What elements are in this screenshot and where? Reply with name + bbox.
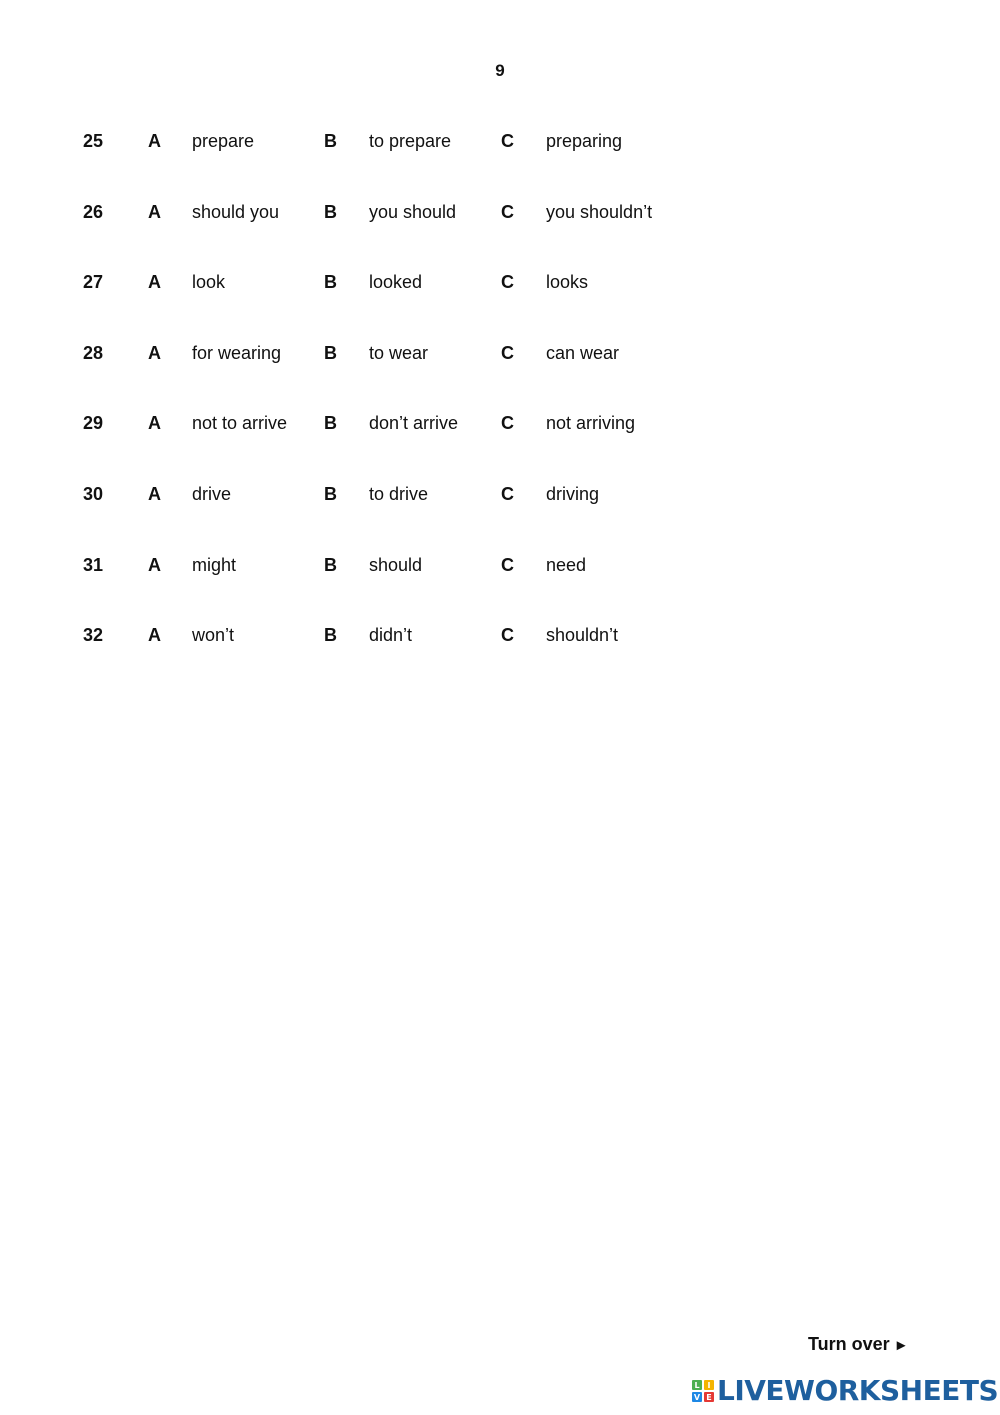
option-c-text[interactable]: looks: [546, 272, 589, 293]
option-c-text[interactable]: driving: [546, 483, 600, 504]
question-row: [0, 623, 1000, 694]
option-b-text[interactable]: to prepare: [369, 131, 452, 151]
question-row: [0, 482, 1000, 553]
option-a-text[interactable]: not to arrive: [192, 413, 288, 434]
option-a-letter: A: [148, 272, 161, 293]
option-a-text[interactable]: look: [192, 272, 226, 293]
brand-logo-icon: [692, 1380, 714, 1402]
liveworksheets-logo: [692, 1374, 998, 1408]
option-a-letter: A: [148, 483, 161, 504]
option-c-text[interactable]: not arriving: [546, 413, 636, 434]
question-number: 29: [83, 413, 104, 434]
option-b-letter: B: [324, 554, 337, 575]
option-b-text[interactable]: should: [369, 554, 423, 575]
logo-tile-l: L: [692, 1380, 702, 1390]
option-b-letter: B: [324, 342, 337, 363]
option-b-text[interactable]: to drive: [369, 483, 429, 504]
question-list: [0, 129, 1000, 694]
option-a-letter: A: [148, 131, 161, 151]
question-number: 28: [83, 342, 104, 363]
option-b-letter: B: [324, 483, 337, 504]
brand-name: LIVEWORKSHEETS: [717, 1374, 999, 1407]
option-b-text[interactable]: you should: [369, 201, 457, 222]
option-b-letter: B: [324, 131, 337, 151]
question-row: [0, 411, 1000, 482]
question-number: 32: [83, 625, 104, 646]
turn-over-text: Turn over: [808, 1334, 890, 1354]
option-c-letter: C: [501, 554, 514, 575]
option-c-letter: C: [501, 413, 514, 434]
question-row: [0, 200, 1000, 271]
option-a-letter: A: [148, 413, 161, 434]
option-c-letter: C: [501, 131, 514, 151]
question-number: 25: [83, 131, 104, 151]
option-a-text[interactable]: won’t: [192, 625, 235, 646]
option-b-text[interactable]: looked: [369, 272, 423, 293]
option-c-text[interactable]: you shouldn’t: [546, 201, 653, 222]
option-a-text[interactable]: should you: [192, 201, 280, 222]
question-row: [0, 129, 1000, 200]
option-a-text[interactable]: prepare: [192, 131, 255, 151]
question-number: 26: [83, 201, 104, 222]
option-b-text[interactable]: don’t arrive: [369, 413, 459, 434]
question-row: [0, 341, 1000, 412]
question-row: [0, 270, 1000, 341]
question-number: 31: [83, 554, 104, 575]
option-c-letter: C: [501, 625, 514, 646]
turn-over-label: [808, 1333, 909, 1357]
option-b-letter: B: [324, 413, 337, 434]
question-number: 27: [83, 272, 104, 293]
option-c-letter: C: [501, 483, 514, 504]
option-a-text[interactable]: drive: [192, 483, 232, 504]
logo-tile-e: E: [704, 1392, 714, 1402]
option-a-letter: A: [148, 201, 161, 222]
option-c-text[interactable]: shouldn’t: [546, 625, 619, 646]
option-c-text[interactable]: can wear: [546, 342, 620, 363]
question-row: [0, 553, 1000, 624]
option-c-letter: C: [501, 272, 514, 293]
option-b-letter: B: [324, 201, 337, 222]
option-c-text[interactable]: need: [546, 554, 587, 575]
option-c-text[interactable]: preparing: [546, 131, 623, 151]
page-number: 9: [495, 61, 505, 80]
question-number: 30: [83, 483, 104, 504]
option-a-letter: A: [148, 554, 161, 575]
option-a-letter: A: [148, 342, 161, 363]
option-b-text[interactable]: to wear: [369, 342, 429, 363]
option-a-text[interactable]: might: [192, 554, 237, 575]
option-a-text[interactable]: for wearing: [192, 342, 282, 363]
logo-tile-v: V: [693, 1392, 701, 1402]
option-c-letter: C: [501, 201, 514, 222]
option-b-text[interactable]: didn’t: [369, 625, 413, 646]
logo-tile-i: I: [704, 1380, 714, 1390]
turn-over-arrow-icon: ►: [893, 1337, 909, 1354]
option-c-letter: C: [501, 342, 514, 363]
option-b-letter: B: [324, 625, 337, 646]
option-a-letter: A: [148, 625, 161, 646]
option-b-letter: B: [324, 272, 337, 293]
